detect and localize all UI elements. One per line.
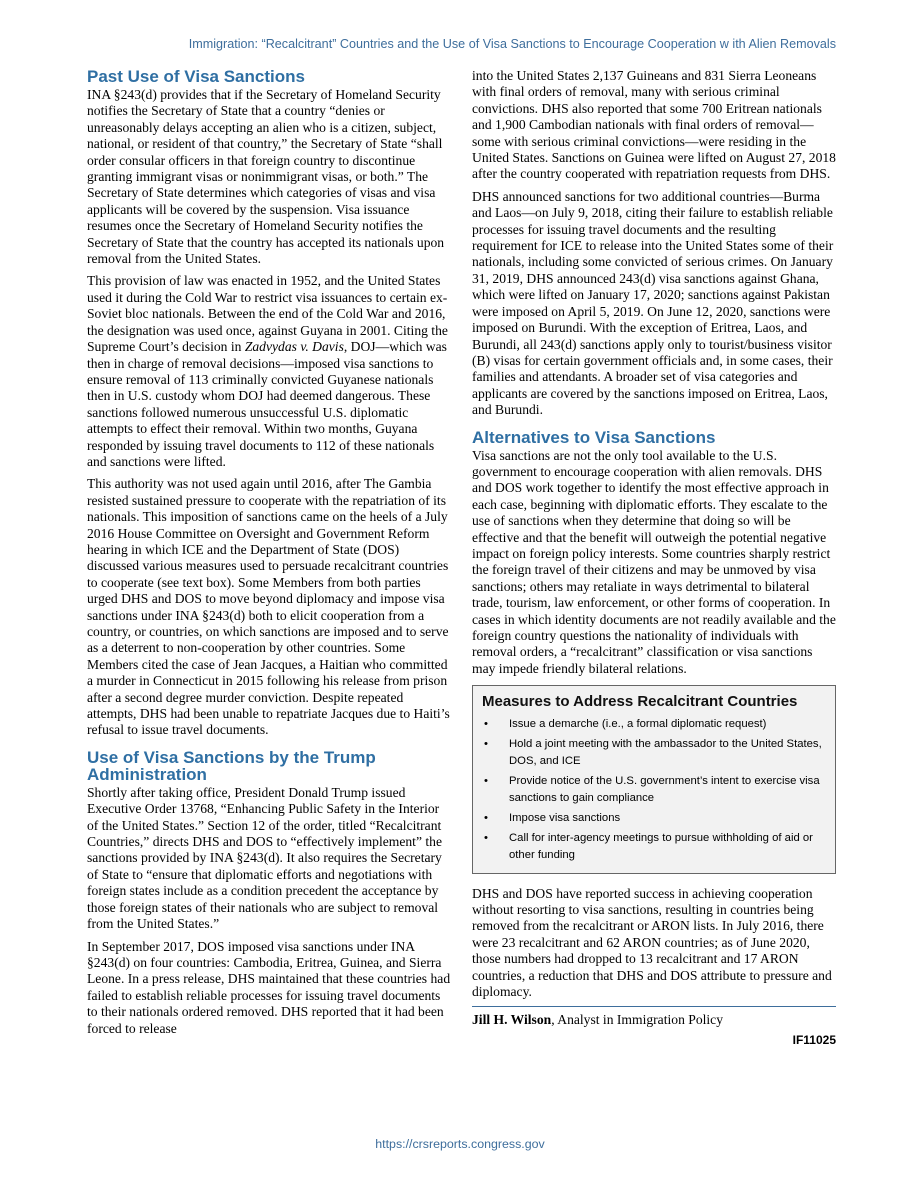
list-item: • Provide notice of the U.S. government’s intent to exercise visa sanctions to gain compliance — [482, 773, 827, 807]
running-header: Immigration: “Recalcitrant” Countries and the Use of Visa Sanctions to Encourage Cooperation w ith Alien Removals — [188, 37, 836, 51]
author-name: Jill H. Wilson — [472, 1012, 552, 1028]
paragraph: In September 2017, DOS imposed visa sanctions under INA §243(d) on four countries: Cambodia, Eritrea, Guinea, and Sierra Leone. In a press release, DHS maintained that these countries had failed to establish reliable processes for issuing travel documents to their nationals ordered removed. DHS reported that it had been forced to release — [87, 938, 451, 1036]
list-item: • Hold a joint meeting with the ambassador to the United States, DOS, and ICE — [482, 736, 827, 770]
paragraph: This authority was not used again until 2016, after The Gambia resisted sustained pressure to cooperate with the repatriation of its nationals. This imposition of sanctions came on the heels of a July 2016 House Committee on Oversight and Government Reform hearing in which ICE and the Department of State (DOS) discussed various measures used to persuade recalcitrant countries to cooperate (see text box). Some Members from both parties urged DHS and DOS to move beyond diplomacy and impose visa sanctions under INA §243(d) both to elicit cooperation from a country, or countries, on which sanctions are imposed and to serve as a deterrent to non-cooperation by other countries. Some Members cited the case of Jean Jacques, a Haitian who committed a murder in Connecticut in 2015 following his release from prison after a second degree murder conviction. Despite repeated attempts, DHS had been unable to repatriate Jacques due to Haiti’s refusal to issue travel documents. — [87, 476, 450, 738]
paragraph: DHS and DOS have reported success in achieving cooperation without resorting to visa sanctions, resulting in countries being removed from the recalcitrant or ARON lists. In July 2016, there were 23 recalcitrant and 62 ARON countries; as of June 2020, those numbers had dropped to 13 recalcitrant and 17 ARON countries, a reduction that DHS and DOS attribute to pressure and diplomacy. — [472, 885, 832, 1000]
paragraph: INA §243(d) provides that if the Secretary of Homeland Security notifies the Secretary of State that a country “denies or unreasonably delays accepting an alien who is a citizen, subject, national, or resident of that country,” the Secretary of State “shall order consular officers in that foreign country to discontinue granting immigrant visas or nonimmigrant visas, or both.” The Secretary of State determines which categories of visas and visa applicants will be covered by the suspension. Visa issuance resumes once the Secretary of Homeland Security notifies the Secretary of State that the country has accepted its nationals upon removal from the United States. — [87, 87, 445, 267]
document-id: IF11025 — [792, 1032, 836, 1047]
heading-trump-administration: Use of Visa Sanctions by the Trump Administration — [87, 747, 376, 784]
author-title: , Analyst in Immigration Policy — [551, 1012, 724, 1028]
text-box-title: Measures to Address Recalcitrant Countries — [482, 693, 798, 711]
paragraph — [87, 273, 451, 470]
measures-text-box — [472, 685, 836, 873]
list-item: • Issue a demarche (i.e., a formal diplomatic request) — [482, 716, 827, 733]
case-citation: Zadvydas v. Davis — [244, 339, 344, 355]
paragraph: DHS announced sanctions for two additional countries—Burma and Laos—on July 9, 2018, citing their failure to establish reliable processes for issuing travel documents and the resulting requirement for ICE to release into the United States some of their nationals, including some convicted of serious crimes. On January 31, 2019, DHS announced 243(d) visa sanctions against Ghana, which were lifted on January 17, 2020; sanctions against Pakistan were imposed on April 5, 2019. On June 12, 2020, sanctions were imposed on Burundi. With the exception of Eritrea, Laos, and Burundi, all 243(d) sanctions apply only to tourist/business visitor (B) visas for certain government officials and, in some cases, their families and attendants. A broader set of visa categories and applicants are covered by the sanctions imposed on Eritrea, Laos, and Burundi. — [472, 188, 834, 418]
list-item: • Impose visa sanctions — [482, 810, 827, 827]
footer-link[interactable]: https://crsreports.congress.gov — [375, 1137, 545, 1151]
heading-past-use: Past Use of Visa Sanctions — [87, 67, 305, 86]
right-column — [472, 68, 836, 1048]
list-item: • Call for inter-agency meetings to pursue withholding of aid or other funding — [482, 830, 827, 864]
measures-list — [482, 716, 827, 864]
paragraph: into the United States 2,137 Guineans and 831 Sierra Leoneans with final orders of removal, many with serious criminal convictions. DHS also reported that some 700 Eritrean nationals and 1,900 Cambodian nationals with final orders of removal—some with serious criminal convictions—were residing in the United States. Sanctions on Guinea were lifted on August 27, 2018 after the country cooperated with repatriation requests from DHS. — [472, 68, 836, 182]
text-run: , DOJ—which was then in charge of removal decisions—imposed visa sanctions to ensure removal of 113 criminally convicted Guyanese nationals then in U.S. custody whom DOJ had deemed dangerous. These sanctions followed numerous unsuccessful U.S. diplomatic attempts to effect their removal. Within two months, Guyana responded by issuing travel documents to 112 of these nationals and sanctions were lifted. — [87, 339, 447, 469]
author-line — [472, 1006, 836, 1028]
text-run: This provision of law was enacted in 1952, and the United States used it during the Cold War to restrict visa issuances to certain ex-Soviet bloc nationals. Between the end of the Cold War and 2016, the designation was used once, against Guyana in 2001. Citing the Supreme Court’s decision in — [87, 273, 448, 355]
heading-alternatives: Alternatives to Visa Sanctions — [472, 427, 716, 447]
paragraph: Shortly after taking office, President Donald Trump issued Executive Order 13768, “Enhancing Public Safety in the Interior of the United States.” Section 12 of the order, titled “Recalcitrant Countries,” directs DHS and DOS to “effectively implement” the sanctions provided by INA §243(d). It also requires the Secretary of State to “ensure that diplomatic efforts and negotiations with foreign states include as a condition precedent the acceptance by those foreign states of their nationals who are subject to removal from the United States.” — [87, 784, 442, 932]
paragraph: Visa sanctions are not the only tool available to the U.S. government to encourage cooperation with alien removals. DHS and DOS work together to identify the most effective approach in each case, beginning with diplomatic efforts. They escalate to the use of sanctions when they determine that doing so will be effective and that the benefit will outweigh the potential negative impact on foreign policy interests. Some countries sharply restrict the foreign travel of their citizens and may be unmoved by visa sanctions; others may retaliate in ways detrimental to bilateral trade, tourism, law enforcement, or other forms of cooperation. In cases in which identity documents are not readily available and the foreign country questions the nationality of individuals with removal orders, a “recalcitrant” classification or visa sanctions may impede friendly bilateral relations. — [472, 447, 836, 676]
left-column — [87, 68, 451, 1043]
